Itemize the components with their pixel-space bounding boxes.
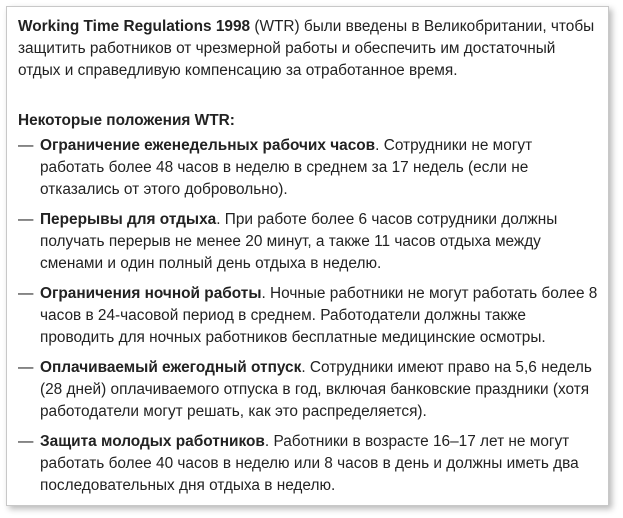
item-heading: Защита молодых работников (40, 433, 265, 450)
item-heading: Оплачиваемый ежегодный отпуск (40, 359, 302, 376)
item-body: . Сотрудники не могут работать более 48 часов в неделю в среднем за 17 недель (если не отказались от этого добровольно). (40, 137, 533, 198)
list-item (18, 431, 598, 497)
dash-bullet: — (18, 211, 34, 228)
list-item (18, 135, 598, 201)
dash-bullet: — (18, 137, 34, 154)
item-heading: Ограничения ночной работы (40, 285, 262, 302)
section-title: Некоторые положения WTR: (18, 112, 235, 129)
dash-bullet: — (18, 359, 34, 376)
intro-title: Working Time Regulations 1998 (18, 18, 251, 35)
list-item (18, 283, 598, 349)
dash-bullet: — (18, 433, 34, 450)
list-item (18, 209, 598, 275)
item-body: . Ночные работники не могут работать более 8 часов в 24-часовой период в среднем. Работодатели должны также проводить для ночных работников бесплатные медицинские осмотры. (40, 285, 598, 346)
item-body: . При работе более 6 часов сотрудники должны получать перерыв не менее 20 минут, а также 11 часов отдыха между сменами и один полный день отдыха в неделю. (40, 211, 558, 272)
intro-text: (WTR) были введены в Великобритании, чтобы защитить работников от чрезмерной работы и обеспечить им достаточный отдых и справедливую компенсацию за отработанное время. (18, 18, 595, 79)
item-body: . Работники в возрасте 16–17 лет не могут работать более 40 часов в неделю или 8 часов в день и должны иметь два последовательных дня отдыха в неделю. (40, 433, 579, 494)
document-card (6, 6, 609, 506)
item-heading: Ограничение еженедельных рабочих часов (40, 137, 376, 154)
item-heading: Перерывы для отдыха (40, 211, 217, 228)
intro-paragraph (18, 16, 598, 82)
list-item (18, 357, 598, 423)
provisions-list (18, 135, 598, 497)
dash-bullet: — (18, 285, 34, 302)
item-body: . Сотрудники имеют право на 5,6 недель (28 дней) оплачиваемого отпуска в год, включая банковские праздники (хотя работодатели могут решать, как это распределяется). (40, 359, 592, 420)
